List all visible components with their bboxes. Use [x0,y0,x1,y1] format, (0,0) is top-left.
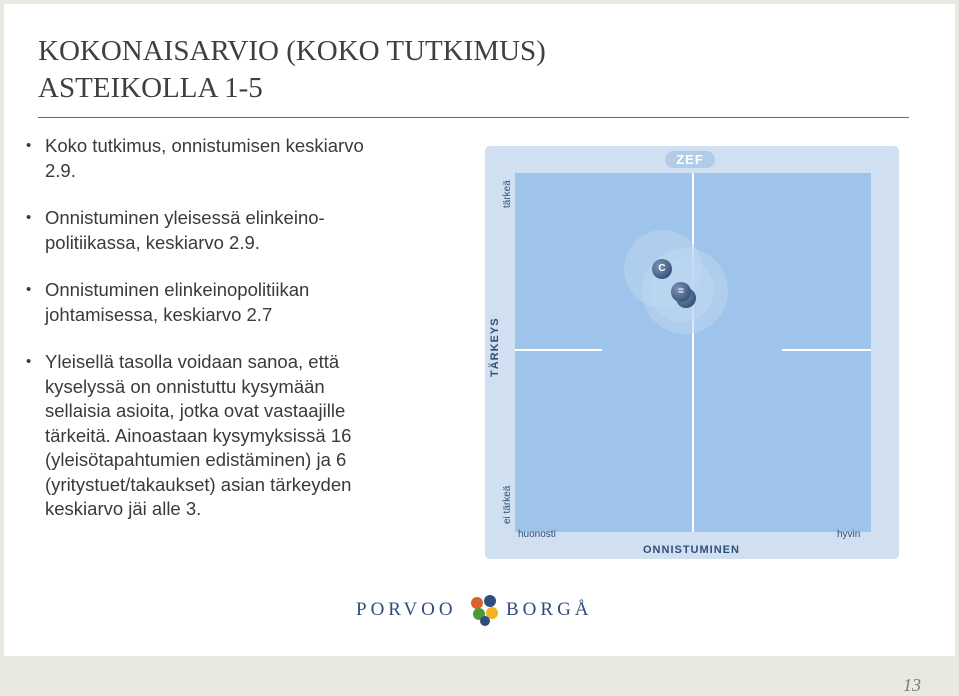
logo-text-borga: BORGÅ [506,599,593,620]
bullet-line: • Yleisellä tasolla voidaan sanoa, että [45,351,340,372]
title-divider [38,117,909,118]
bullet-line: • Koko tutkimus, onnistumisen keskiarvo [45,135,364,156]
bullet-line: (yritystuet/takaukset) asian tärkeyden [45,473,352,495]
bullet-item [22,206,432,255]
x-axis-title: ONNISTUMINEN [643,544,740,556]
matrix-plot-area [515,173,871,532]
bullet-list [22,134,432,545]
slide-title-line: ASTEIKOLLA 1-5 [38,72,263,104]
bullet-line: (yleisötapahtumien edistäminen) ja 6 [45,449,347,470]
bullet-line: politiikassa, keskiarvo 2.9. [45,231,260,253]
bullet-item [22,350,432,522]
bullet-line: • Onnistuminen yleisessä elinkeino- [45,207,325,228]
city-emblem-icon [468,592,502,628]
y-bottom-label: ei tärkeä [502,485,513,524]
slide-title-line: KOKONAISARVIO (KOKO TUTKIMUS) [38,35,546,67]
porvoo-borga-logo [356,592,606,628]
bullet-line: johtamisessa, keskiarvo 2.7 [45,303,273,325]
slide-title [38,33,546,107]
zef-logo: ZEF [665,151,715,168]
footer-bar [0,656,959,695]
page-number: 13 [903,675,921,695]
bullet-line: kyselyssä on onnistuttu kysymään [45,375,325,397]
importance-success-matrix [485,146,899,559]
horizontal-divider-left [515,349,602,351]
data-point-c[interactable]: C [652,259,672,279]
bullet-item [22,278,432,327]
bullet-line: sellaisia asioita, jotka ovat vastaajille [45,400,346,421]
bullet-line: 2.9. [45,159,76,181]
x-left-label: huonosti [518,529,556,540]
horizontal-divider-right [782,349,871,351]
data-point-equal[interactable]: = [671,282,691,302]
bullet-line: tärkeitä. Ainoastaan kysymyksissä 16 [45,424,352,446]
logo-text-porvoo: PORVOO [356,599,457,620]
vertical-divider [692,173,694,532]
bullet-item [22,134,432,183]
bullet-line: • Onnistuminen elinkeinopolitiikan [45,279,310,300]
bullet-line: keskiarvo jäi alle 3. [45,498,202,519]
y-axis-title: TÄRKEYS [489,317,501,377]
x-right-label: hyvin [837,529,861,540]
y-top-label: tärkeä [502,180,513,208]
